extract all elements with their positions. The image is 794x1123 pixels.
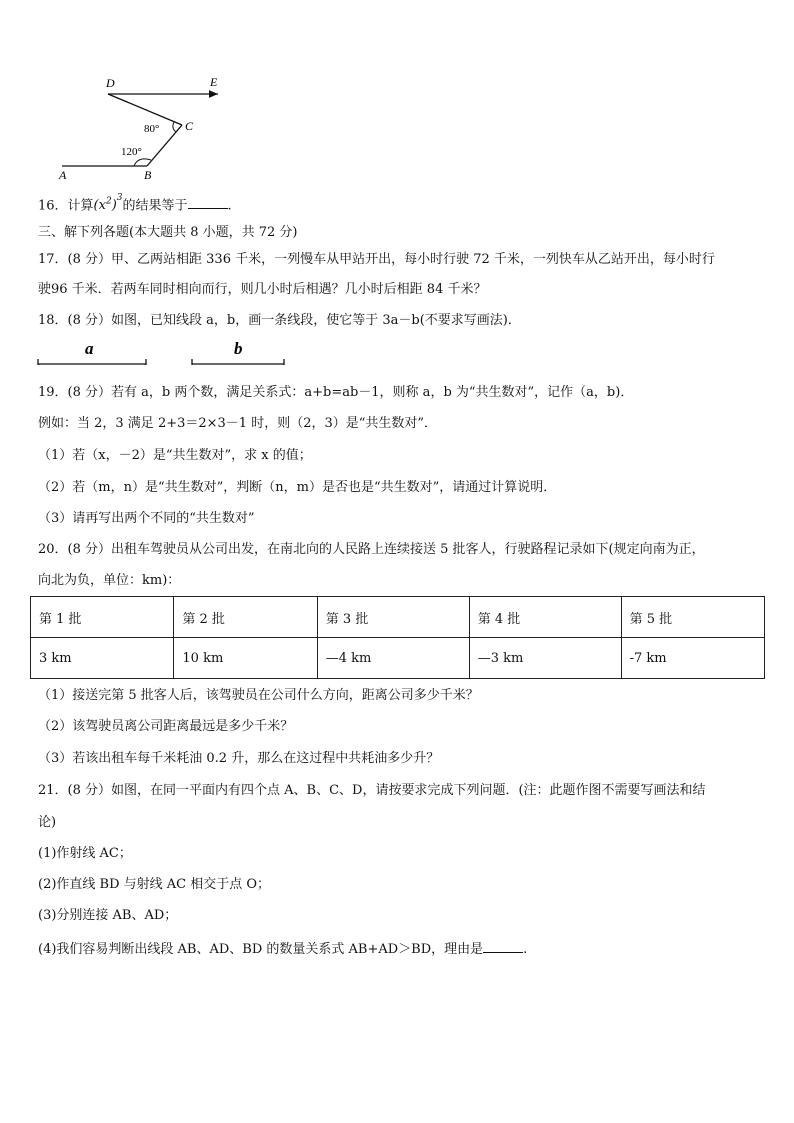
segment-b-label: b xyxy=(234,339,243,358)
label-a: A xyxy=(59,168,67,182)
answer-blank xyxy=(188,196,228,209)
section-heading: 三、解下列各题(本大题共 8 小题，共 72 分) xyxy=(38,225,298,240)
question-19-example: 例如：当 2，3 满足 2+3＝2×3－1 时，则（2，3）是“共生数对”． xyxy=(38,416,438,431)
table-header-cell: 第 1 批 xyxy=(31,597,174,638)
question-21-line-1: 21．(8 分）如图，在同一平面内有四个点 A、B、C、D，请按要求完成下列问题．(注：此题作图不需要写画法和结 xyxy=(38,783,706,798)
label-d: D xyxy=(106,76,115,90)
angle-label-c: 80° xyxy=(144,123,160,135)
question-20-part-2: （2）该驾驶员离公司距离最远是多少千米？ xyxy=(38,719,294,734)
segment-a-label: a xyxy=(85,339,94,358)
table-cell: —4 km xyxy=(317,638,469,679)
question-20-line-2: 向北为负，单位：km)： xyxy=(38,573,181,588)
table-cell: 10 km xyxy=(174,638,317,679)
segments-figure xyxy=(36,336,296,370)
angle-arc-c xyxy=(173,122,176,132)
label-b: B xyxy=(144,168,152,182)
segment-dc xyxy=(108,94,182,125)
q16-prefix: 16．计算 xyxy=(38,198,94,214)
q16-expression: $(x^2)^3$ xyxy=(93,193,123,214)
table-header-cell: 第 4 批 xyxy=(469,597,621,638)
table-row xyxy=(31,638,765,679)
question-21-step-3: (3)分别连接 AB、AD； xyxy=(38,908,178,923)
q16-suffix: 的结果等于 xyxy=(122,198,188,214)
question-19-part-1: （1）若（x，－2）是“共生数对”，求 x 的值； xyxy=(38,448,312,463)
question-21-step-1: (1)作射线 AC； xyxy=(38,846,132,861)
label-e: E xyxy=(210,75,218,89)
table-cell: —3 km xyxy=(469,638,621,679)
question-21-step-4: (4)我们容易判断出线段 AB、AD、BD 的数量关系式 AB+AD＞BD，理由是 . xyxy=(38,942,528,957)
question-19-part-3: （3）请再写出两个不同的“共生数对” xyxy=(38,511,255,526)
question-20-part-3: （3）若该出租车每千米耗油 0.2 升，那么在这过程中共耗油多少升？ xyxy=(38,751,440,766)
question-19-line-1: 19．(8 分）若有 a，b 两个数，满足关系式：a+b=ab－1，则称 a，b 为“共生数对”，记作（a，b)． xyxy=(38,385,634,400)
table-cell: -7 km xyxy=(621,638,764,679)
question-16: 16．计算$(x^2)^3$的结果等于 . xyxy=(38,193,232,214)
table-header-cell: 第 5 批 xyxy=(621,597,764,638)
table-header-cell: 第 2 批 xyxy=(174,597,317,638)
table-header-cell: 第 3 批 xyxy=(317,597,469,638)
question-17-line-2: 驶96 千米．若两车同时相向而行，则几小时后相遇？几小时后相距 84 千米？ xyxy=(38,282,487,297)
mileage-table xyxy=(30,596,765,679)
table-header-row xyxy=(31,597,765,638)
angle-figure xyxy=(50,70,240,182)
question-21-line-2: 论) xyxy=(38,815,57,830)
answer-blank xyxy=(483,940,523,953)
question-20-part-1: （1）接送完第 5 批客人后，该驾驶员在公司什么方向，距离公司多少千米？ xyxy=(38,688,479,703)
question-18: 18．(8 分）如图，已知线段 a，b，画一条线段，使它等于 3a－b(不要求写画法)． xyxy=(38,313,521,328)
angle-label-b: 120° xyxy=(121,146,142,158)
question-19-part-2: （2）若（m，n）是“共生数对”，判断（n，m）是否也是“共生数对”，请通过计算说明． xyxy=(38,480,557,495)
question-21-step-2: (2)作直线 BD 与射线 AC 相交于点 O； xyxy=(38,877,271,892)
question-20-line-1: 20．(8 分）出租车驾驶员从公司出发，在南北向的人民路上连续接送 5 批客人，行驶路程记录如下(规定向南为正， xyxy=(38,542,705,557)
label-c: C xyxy=(185,119,194,133)
table-cell: 3 km xyxy=(31,638,174,679)
question-17-line-1: 17．(8 分）甲、乙两站相距 336 千米，一列慢车从甲站开出，每小时行驶 72 千米，一列快车从乙站开出，每小时行 xyxy=(38,252,715,267)
